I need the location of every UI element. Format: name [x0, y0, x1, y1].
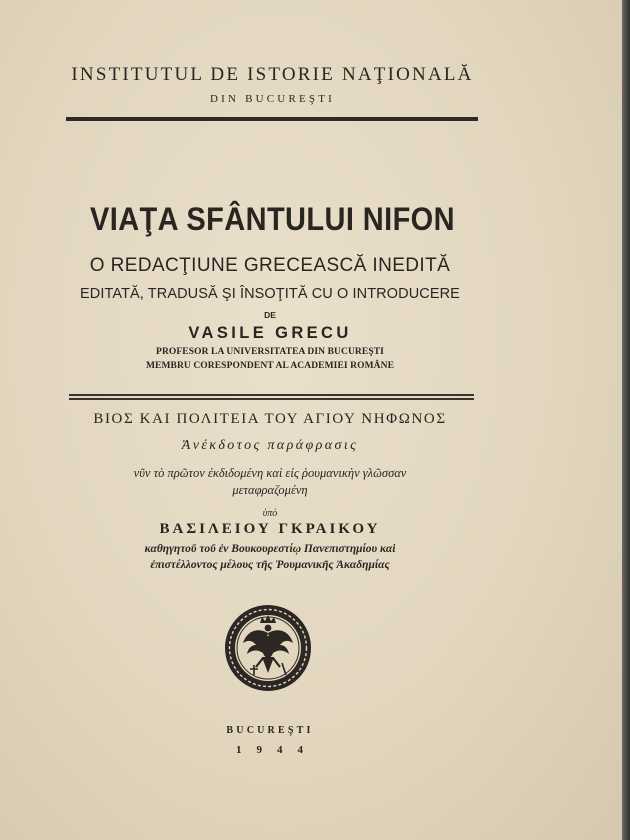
greek-author-membership: ἐπιστέλλοντος μέλους τῆς Ῥουμανικῆς Ἀκαδημίας	[150, 559, 390, 571]
by-label: DE	[264, 310, 276, 320]
page-edge-shadow	[622, 0, 630, 840]
greek-title: ΒΙΟΣ ΚΑΙ ΠΟΛΙΤΕΙΑ ΤΟΥ ΑΓΙΟΥ ΝΗΦΩΝΟΣ	[93, 411, 447, 427]
imprint-city: BUCUREŞTI	[226, 725, 314, 736]
institute-city: DIN BUCUREŞTI	[209, 93, 336, 105]
divider-rule-top	[69, 394, 474, 396]
greek-edition-line-1: νῦν τὸ πρῶτον ἐκδιδομένη καὶ εἰς ῥουμανικὴν γλῶσσαν	[133, 466, 407, 480]
publisher-eagle-emblem-icon	[223, 603, 313, 693]
author-name: VASILE GRECU	[188, 324, 352, 342]
author-membership: MEMBRU CORESPONDENT AL ACADEMIEI ROMÂNE	[145, 361, 395, 371]
greek-edition-line-2: μεταφραζομένη	[232, 483, 308, 497]
book-title: VIAŢA SFÂNTULUI NIFON	[90, 202, 455, 238]
greek-author-affiliation: καθηγητοῦ τοῦ ἐν Βουκουρεστίῳ Πανεπιστημίου καὶ	[144, 543, 396, 555]
institute-name: INSTITUTUL DE ISTORIE NAŢIONALĂ	[71, 64, 474, 85]
book-edition-note: EDITATĂ, TRADUSĂ ŞI ÎNSOŢITĂ CU O INTRODUCERE	[80, 286, 460, 302]
greek-author-name: ΒΑΣΙΛΕΙΟΥ ΓΚΡΑΙΚΟΥ	[159, 521, 381, 537]
imprint-year: 1944	[236, 744, 318, 756]
author-affiliation: PROFESOR LA UNIVERSITATEA DIN BUCUREŞTI	[156, 347, 384, 357]
greek-subtitle: Ἀνέκδοτος παράφρασις	[181, 438, 359, 453]
divider-rule-bottom	[69, 398, 474, 400]
book-subtitle: O REDACŢIUNE GRECEASCĂ INEDITĂ	[89, 255, 451, 276]
header-rule	[66, 117, 478, 121]
greek-by-label: ὑπὸ	[262, 508, 278, 519]
